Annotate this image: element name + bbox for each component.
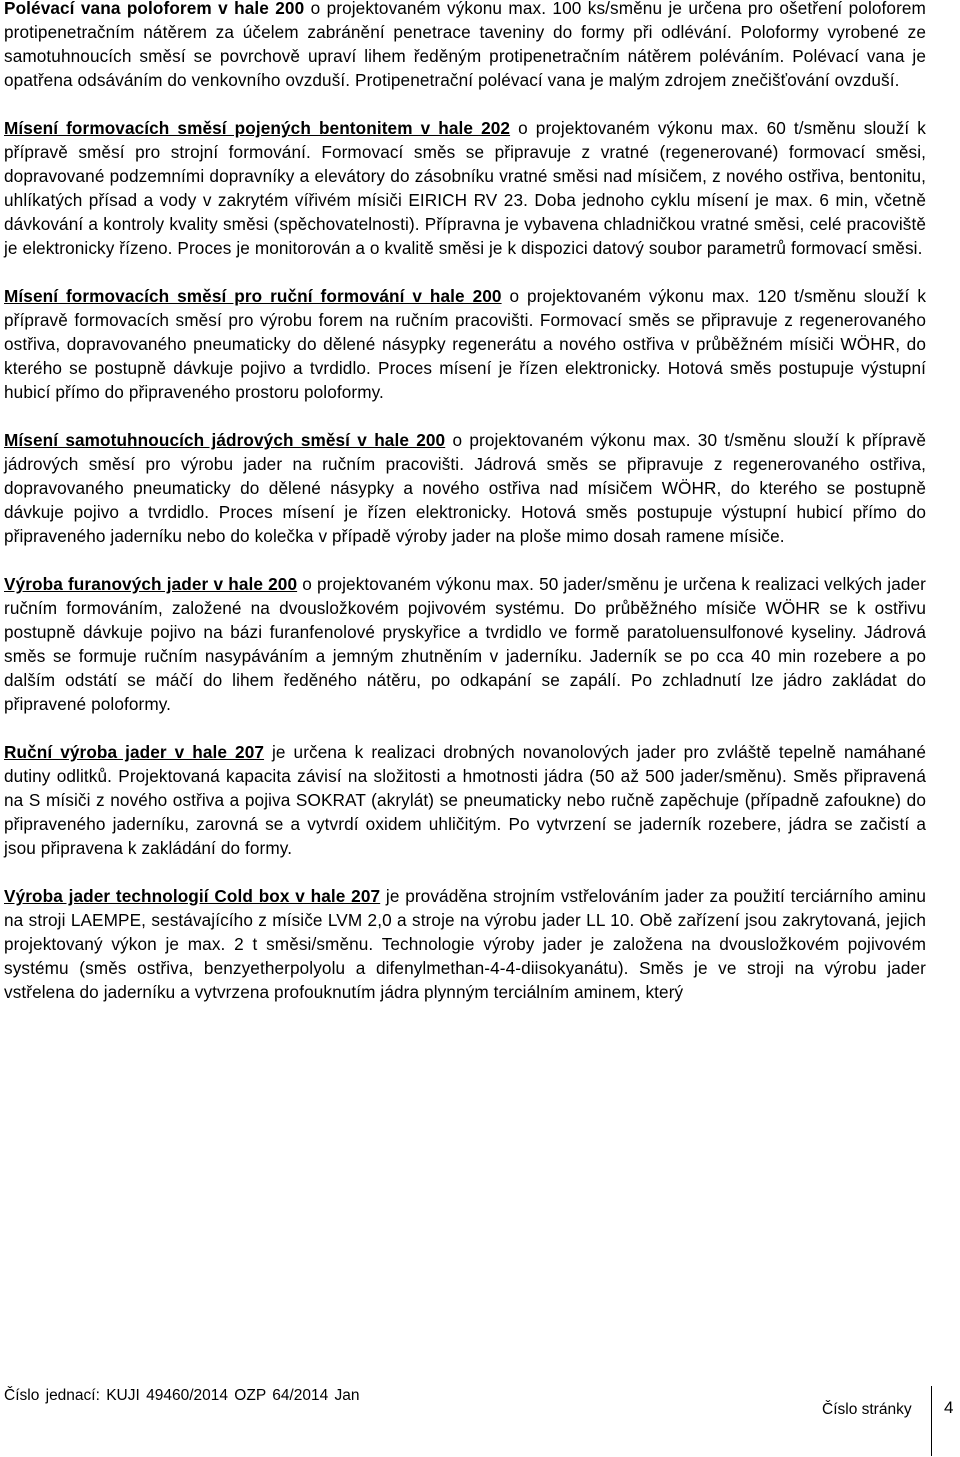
paragraph-rucni-vyroba-jader bbox=[4, 740, 926, 860]
paragraph-furanova-jadra bbox=[4, 572, 926, 716]
paragraph-miseni-jadrove-smesi bbox=[4, 428, 926, 548]
footer-page-label: Číslo stránky bbox=[822, 1401, 912, 1418]
paragraph-body: o projektovaném výkonu max. 60 t/směnu slouží k přípravě směsí pro strojní formování. Formovací směs se připravuje z vratné (regenerované) formovací směsi, dopravované podzemními dopravníky a elevátory do zásobníku vratné směsi nad mísičem, z nového ostřiva, bentonitu, uhlíkatých přísad a vody v zakrytém vířivém mísiči EIRICH RV 23. Doba jednoho cyklu mísení je max. 6 min, včetně dávkování a kontroly kvality směsi (spěchovatelnosti). Přípravna je vybavena chladničkou vratné směsi, celé pracoviště je elektronicky řízeno. Proces je monitorován a o kvalitě směsi je k dispozici datový soubor parametrů formovací směsi. bbox=[4, 118, 926, 258]
paragraph-heading: Polévací vana poloforem v hale 200 bbox=[4, 0, 305, 18]
paragraph-heading: Výroba jader technologií Cold box v hale 207 bbox=[4, 886, 381, 906]
footer-divider bbox=[931, 1386, 932, 1456]
paragraph-body: je prováděna strojním vstřelováním jader za použití terciárního aminu na stroji LAEMPE, sestávajícího z mísiče LVM 2,0 a stroje na výrobu jader LL 10. Obě zařízení jsou zakrytovaná, jejich projektovaný výkon je max. 2 t směsi/směnu. Technologie výroby jader je založena na dvousložkovém pojivovém systému (směs ostřiva, benzyetherpolyolu a difenylmethan-4-4-diisokyanátu). Směs je ve stroji na výrobu jader vstřelena do jaderníku a vytvrzena profouknutím jádra plynným terciálním aminem, který bbox=[4, 886, 926, 1002]
paragraph-miseni-rucni-formovani bbox=[4, 284, 926, 404]
paragraph-cold-box bbox=[4, 884, 926, 1004]
paragraph-heading: Ruční výroba jader v hale 207 bbox=[4, 742, 265, 762]
footer-page-number: 4 bbox=[944, 1398, 954, 1417]
paragraph-body: o projektovaném výkonu max. 100 ks/směnu je určena pro ošetření poloforem protipenetračním nátěrem za účelem zabránění penetrace taveniny do formy při odlévání. Poloformy vyrobené ze samotuhnoucích směsí se povrchově upraví lihem ředěným protipenetračním nátěrem poléváním. Polévací vana je opatřena odsáváním do venkovního ovzduší. Protipenetrační polévací vana je malým zdrojem znečišťování ovzduší. bbox=[4, 0, 926, 90]
paragraph-heading: Mísení samotuhnoucích jádrových směsí v hale 200 bbox=[4, 430, 446, 450]
paragraph-body: o projektovaném výkonu max. 30 t/směnu slouží k přípravě jádrových směsí pro výrobu jader na ručním pracovišti. Jádrová směs se připravuje z regenerovaného ostřiva, dopravovaného pneumaticky do dělené násypky a nového ostřiva nad mísičem WÖHR, do kterého se postupně dávkuje pojivo a tvrdidlo. Proces mísení je řízen elektronicky. Hotová směs postupuje výstupní hubicí přímo do připraveného jaderníku nebo do kolečka v případě výroby jader na ploše mimo dosah ramene mísiče. bbox=[4, 430, 926, 546]
page-footer bbox=[4, 1386, 954, 1456]
paragraph-heading: Mísení formovacích směsí pro ruční formování v hale 200 bbox=[4, 286, 502, 306]
paragraph-body: o projektovaném výkonu max. 120 t/směnu slouží k přípravě formovacích směsí pro výrobu forem na ručním pracovišti. Formovací směs se připravuje z regenerovaného ostřiva, dopravovaného pneumaticky do dělené násypky regenerátu a nového ostřiva v průběžném mísiči WÖHR, do kterého se postupně dávkuje pojivo a tvrdidlo. Proces mísení je řízen elektronicky. Hotová směs postupuje výstupní hubicí přímo do připraveného prostoru poloformy. bbox=[4, 286, 927, 402]
paragraph-body: o projektovaném výkonu max. 50 jader/směnu je určena k realizaci velkých jader ručním formováním, založené na dvousložkovém pojivovém systému. Do průběžného mísiče WÖHR se k ostřivu postupně dávkuje pojivo na bázi furanfenolové pryskyřice a tvrdidlo ve formě paratoluensulfonové kyseliny. Jádrová směs se formuje ručním nasypáváním a jemným zhutněním v jaderníku. Jaderník se po cca 40 min rozebere a po dalším odstátí se máčí do lihem ředěného nátěru, po odkapání se zapálí. Po zchladnutí lze jádro zakládat do připravené poloformy. bbox=[4, 574, 926, 714]
paragraph-heading: Mísení formovacích směsí pojených bentonitem v hale 202 bbox=[4, 118, 511, 138]
footer-reference: Číslo jednací: KUJI 49460/2014 OZP 64/2014 Jan bbox=[4, 1387, 360, 1404]
paragraph-polevaci-vana bbox=[4, 0, 926, 92]
paragraph-body: je určena k realizaci drobných novanolových jader pro zvláště tepelně namáhané dutiny odlitků. Projektovaná kapacita závisí na složitosti a hmotnosti jádra (50 až 500 jader/směnu). Směs připravená na S mísiči z nového ostřiva a pojiva SOKRAT (akrylát) se pneumaticky nebo ručně zapěchuje (případně zafoukne) do připraveného jaderníku, zarovná se a vytvrdí oxidem uhličitým. Po vytvrzení se jaderník rozebere, jádra se začistí a jsou připravena k zakládání do formy. bbox=[4, 742, 926, 858]
paragraph-miseni-bentonit bbox=[4, 116, 926, 260]
paragraph-heading: Výroba furanových jader v hale 200 bbox=[4, 574, 298, 594]
